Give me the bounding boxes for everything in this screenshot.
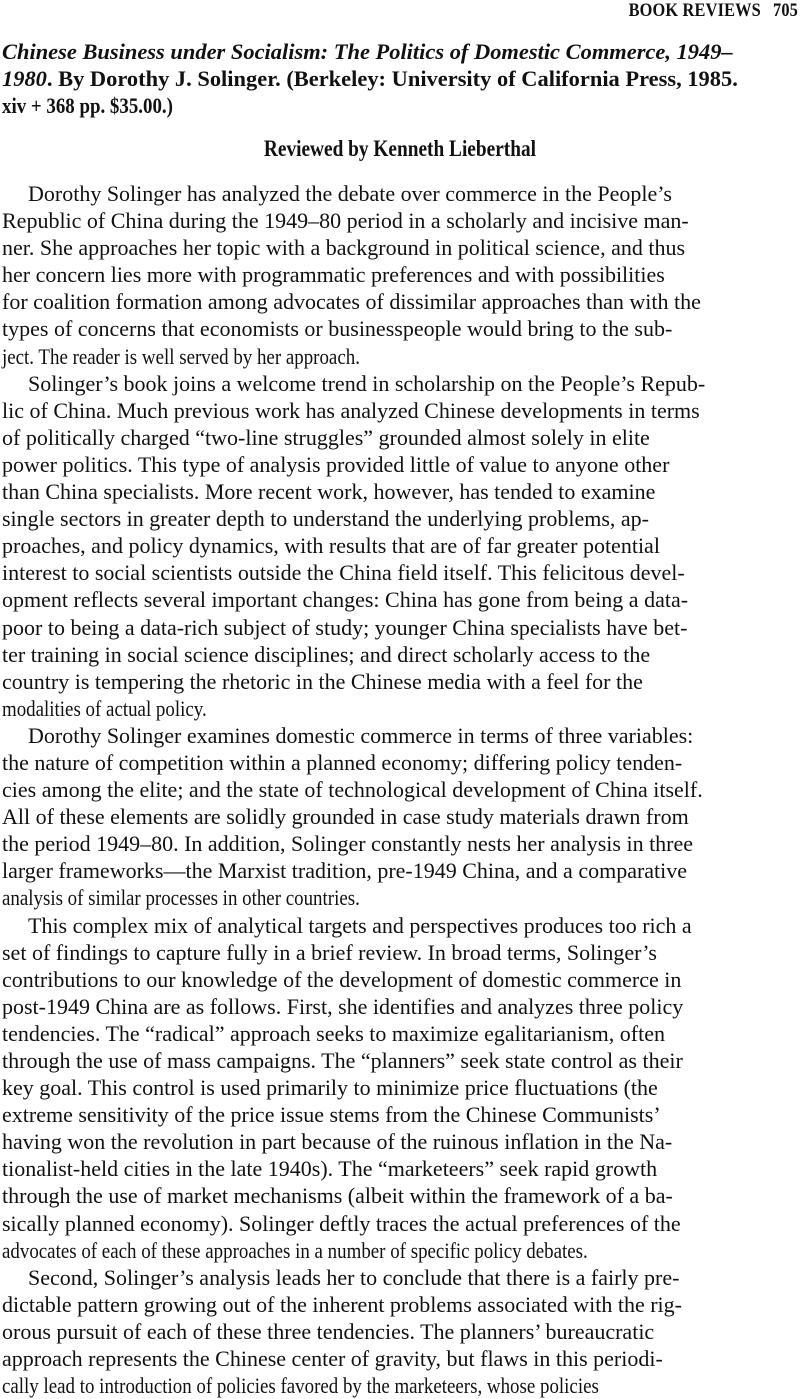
text-line: cies among the elite; and the state of technological development of China itself. [2, 777, 703, 803]
text-line: post-1949 China are as follows. First, she identifies and analyzes three policy [2, 993, 684, 1019]
text-line: power politics. This type of analysis provided little of value to anyone other [2, 451, 670, 477]
text-line: ner. She approaches her topic with a background in political science, and thus [2, 235, 686, 261]
text-line: All of these elements are solidly grounded in case study materials drawn from [2, 804, 689, 830]
book-title-italic: Chinese Business under Socialism: The Politics of Domestic Commerce, 1949– [2, 39, 733, 64]
text-line: tendencies. The “radical” approach seeks to maximize egalitarianism, often [2, 1020, 665, 1046]
page-number: 705 [772, 0, 798, 21]
text-line: dictable pattern growing out of the inherent problems associated with the rig- [2, 1291, 682, 1317]
text-line: ject. The reader is well served by her approach. [2, 343, 360, 369]
paragraph [2, 180, 798, 370]
text-line: set of findings to capture fully in a brief review. In broad terms, Solinger’s [2, 939, 657, 965]
paragraph [2, 370, 798, 722]
author-publisher: . By Dorothy J. Solinger. (Berkeley: University of California Press, 1985. [46, 66, 738, 91]
text-line: poor to being a data-rich subject of study; younger China specialists have bet- [2, 614, 688, 640]
section-title: BOOK REVIEWS [628, 0, 761, 21]
text-line: lic of China. Much previous work has analyzed Chinese developments in terms [2, 397, 700, 423]
reviewer-byline: Reviewed by Kenneth Lieberthal [263, 136, 537, 161]
text-line: single sectors in greater depth to understand the underlying problems, ap- [2, 506, 649, 532]
text-line: ter training in social science disciplines; and direct scholarly access to the [2, 641, 651, 667]
text-line: through the use of market mechanisms (albeit within the framework of a ba- [2, 1183, 673, 1209]
book-citation [2, 38, 800, 119]
review-body [2, 180, 798, 1399]
text-line: proaches, and policy dynamics, with results that are of far greater potential [2, 533, 660, 559]
text-line: the nature of competition within a planned economy; differing policy tenden- [2, 749, 683, 775]
text-line: types of concerns that economists or businesspeople would bring to the sub- [2, 316, 673, 342]
paragraph [2, 722, 798, 912]
text-line: the period 1949–80. In addition, Solinger constantly nests her analysis in three [2, 831, 694, 857]
text-line: tionalist-held cities in the late 1940s). The “marketeers” seek rapid growth [2, 1156, 658, 1182]
text-line: than China specialists. More recent work, however, has tended to examine [2, 479, 656, 505]
text-line: cally lead to introduction of policies favored by the marketeers, whose policies [2, 1373, 599, 1399]
text-line: key goal. This control is used primarily to minimize price fluctuations (the [2, 1075, 658, 1101]
citation-line [2, 65, 800, 92]
text-line: through the use of mass campaigns. The “planners” seek state control as their [2, 1048, 683, 1073]
text-line: Dorothy Solinger examines domestic commerce in terms of three variables: [28, 722, 694, 748]
citation-line [2, 38, 800, 65]
text-line: Second, Solinger’s analysis leads her to conclude that there is a fairly pre- [28, 1264, 680, 1290]
running-head [629, 0, 798, 22]
text-line: country is tempering the rhetoric in the Chinese media with a feel for the [2, 668, 643, 694]
text-line: Dorothy Solinger has analyzed the debate over commerce in the People’s [28, 181, 672, 206]
text-line: extreme sensitivity of the price issue stems from the Chinese Communists’ [2, 1102, 661, 1128]
paragraph [2, 1264, 798, 1399]
text-line: for coalition formation among advocates of dissimilar approaches than with the [2, 289, 701, 315]
text-line: advocates of each of these approaches in a number of specific policy debates. [2, 1237, 588, 1263]
text-line: larger frameworks—the Marxist tradition, pre-1949 China, and a comparative [2, 858, 688, 884]
pages-price: xiv + 368 pp. $35.00.) [2, 93, 173, 118]
text-line: sically planned economy). Solinger deftly traces the actual preferences of the [2, 1210, 681, 1236]
text-line: interest to social scientists outside the China field itself. This felicitous devel- [2, 560, 685, 586]
text-line: her concern lies more with programmatic preferences and with possibilities [2, 262, 665, 288]
text-line: having won the revolution in part because of the ruinous inflation in the Na- [2, 1129, 673, 1155]
book-title-italic: 1980 [2, 66, 47, 91]
paragraph [2, 912, 798, 1264]
text-line: opment reflects several important changes: China has gone from being a data- [2, 587, 689, 613]
text-line: Republic of China during the 1949–80 period in a scholarly and incisive man- [2, 208, 689, 234]
text-line: This complex mix of analytical targets and perspectives produces too rich a [28, 912, 692, 938]
text-line: orous pursuit of each of these three tendencies. The planners’ bureaucratic [2, 1318, 655, 1344]
text-line: Solinger’s book joins a welcome trend in scholarship on the People’s Repub- [28, 370, 706, 396]
citation-line [2, 92, 674, 119]
text-line: approach represents the Chinese center of gravity, but flaws in this periodi- [2, 1346, 663, 1372]
text-line: of politically charged “two-line struggles” grounded almost solely in elite [2, 424, 650, 450]
text-line: modalities of actual policy. [2, 695, 207, 721]
text-line: analysis of similar processes in other countries. [2, 885, 360, 911]
text-line: contributions to our knowledge of the development of domestic commerce in [2, 966, 682, 992]
